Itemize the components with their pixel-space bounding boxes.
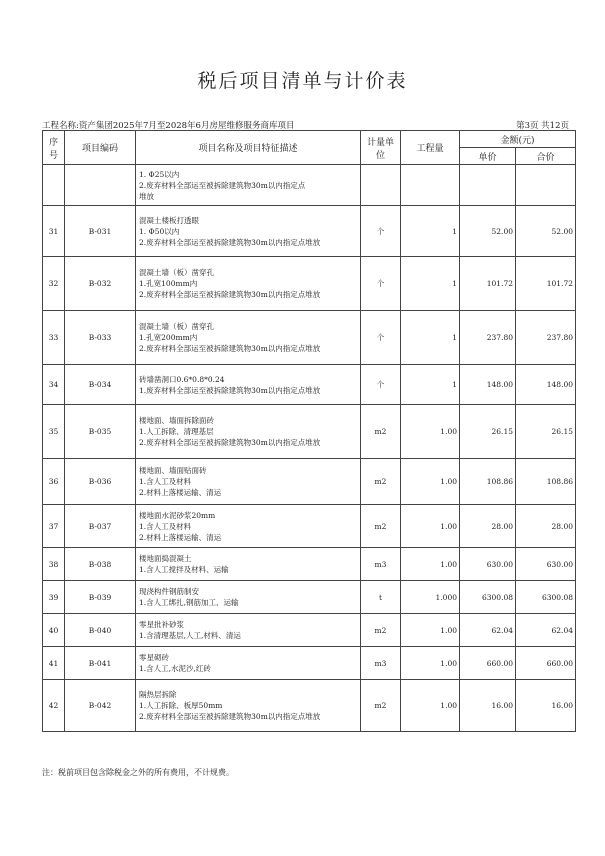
cell-unit: m2: [361, 405, 401, 459]
desc-line: 1.废弃材料全部运至被拆除建筑物30m以内指定点堆放: [139, 385, 321, 395]
cell-total: 26.15: [516, 405, 576, 459]
pricing-table: [42, 130, 576, 732]
cell-unit: 个: [361, 206, 401, 257]
cell-qty: [401, 165, 460, 206]
cell-code: B-032: [65, 257, 136, 311]
desc-line: 2.废弃材料全部运至被拆除建筑物30m以内指定点堆放: [139, 438, 321, 447]
cell-qty: 1.00: [401, 405, 460, 459]
cell-seq: 41: [43, 647, 65, 680]
cell-total: 16.00: [516, 680, 576, 732]
cell-total: 52.00: [516, 206, 576, 257]
cell-seq: 38: [43, 548, 65, 581]
cell-unit: m3: [361, 647, 401, 680]
desc-line: 1.含清理基层,人工,材料、清运: [139, 631, 241, 640]
cell-code: B-041: [65, 647, 136, 680]
table-row: [43, 365, 576, 405]
cell-code: B-031: [65, 206, 136, 257]
cell-total: 660.00: [516, 647, 576, 680]
cell-unit: 个: [361, 257, 401, 311]
header-qty: 工程量: [401, 131, 460, 165]
cell-seq: 39: [43, 581, 65, 614]
cell-price: 26.15: [460, 405, 516, 459]
cell-total: 148.00: [516, 365, 576, 405]
cell-code: B-036: [65, 459, 136, 505]
cell-price: 101.72: [460, 257, 516, 311]
cell-desc: [136, 581, 361, 614]
desc-line: 楼地面、墙面拆除面砖: [139, 416, 214, 425]
cell-code: B-038: [65, 548, 136, 581]
cell-total: 108.86: [516, 459, 576, 505]
cell-price: 660.00: [460, 647, 516, 680]
cell-price: 6300.08: [460, 581, 516, 614]
desc-line: 零星砌砖: [139, 653, 169, 662]
cell-seq: 31: [43, 206, 65, 257]
desc-line: 2.废弃材料全部运至被拆除建筑物30m以内指定点堆放: [139, 712, 321, 721]
table-row: [43, 459, 576, 505]
desc-line: 楼地面、墙面贴面砖: [139, 466, 207, 475]
cell-seq: [43, 165, 65, 206]
header-unit: 计量单位: [361, 131, 401, 165]
cell-desc: [136, 647, 361, 680]
cell-qty: 1.00: [401, 680, 460, 732]
desc-line: 1.含人工,水泥沙,红砖: [139, 664, 211, 673]
table-row: [43, 311, 576, 365]
cell-seq: 32: [43, 257, 65, 311]
desc-line: 隔热层拆除: [139, 690, 177, 699]
table-row: [43, 165, 576, 206]
desc-line: 1.含人工及材料: [139, 477, 192, 486]
cell-qty: 1: [401, 365, 460, 405]
table-row: [43, 581, 576, 614]
table-row: [43, 548, 576, 581]
table-row: [43, 680, 576, 732]
desc-line: 1.人工拆除、清理基层: [139, 427, 214, 436]
desc-line: 1. Φ50以内: [139, 226, 180, 236]
cell-code: [65, 165, 136, 206]
cell-desc: [136, 206, 361, 257]
page-title: 税后项目清单与计价表: [197, 70, 408, 92]
cell-code: B-034: [65, 365, 136, 405]
cell-unit: m2: [361, 505, 401, 548]
desc-line: 楼地面捣混凝土: [139, 554, 192, 563]
desc-line: 1.孔宽100mm内: [139, 279, 198, 288]
desc-line: 1. Φ25以内: [139, 169, 180, 179]
cell-desc: [136, 365, 361, 405]
desc-line: 2.材料上落楼运输、清运: [139, 488, 222, 497]
cell-seq: 37: [43, 505, 65, 548]
cell-code: B-033: [65, 311, 136, 365]
cell-unit: m3: [361, 548, 401, 581]
desc-line: 现浇构件钢筋制安: [139, 587, 199, 596]
cell-seq: 34: [43, 365, 65, 405]
cell-qty: 1.00: [401, 505, 460, 548]
cell-desc: [136, 311, 361, 365]
cell-qty: 1: [401, 257, 460, 311]
page-indicator: 第3页 共12页: [516, 121, 569, 131]
cell-qty: 1.00: [401, 548, 460, 581]
cell-desc: [136, 165, 361, 206]
cell-total: 101.72: [516, 257, 576, 311]
desc-line: 砖墙凿洞口0.6*0.8*0.24: [139, 374, 225, 384]
cell-price: [460, 165, 516, 206]
cell-code: B-039: [65, 581, 136, 614]
header-amount: 金额(元): [460, 131, 576, 148]
cell-unit: 个: [361, 311, 401, 365]
cell-code: B-035: [65, 405, 136, 459]
cell-qty: 1.000: [401, 581, 460, 614]
desc-line: 1.含人工绑扎,钢筋加工、运输: [139, 598, 239, 607]
project-name: 工程名称:资产集团2025年7月至2028年6月房屋维修服务商库项目: [42, 121, 295, 131]
desc-line: 2.材料上落楼运输、清运: [139, 532, 222, 542]
desc-line: 2.废弃材料全部运至被拆除建筑物30m以内指定点堆放: [139, 290, 321, 299]
header-code: 项目编码: [65, 131, 136, 165]
cell-desc: [136, 405, 361, 459]
cell-unit: m2: [361, 614, 401, 647]
cell-price: 52.00: [460, 206, 516, 257]
table-row: [43, 614, 576, 647]
desc-line: 混凝土墙（板）凿穿孔: [139, 322, 214, 331]
desc-line: 混凝土楼板打透眼: [139, 215, 199, 225]
table-row: [43, 505, 576, 548]
cell-desc: [136, 548, 361, 581]
cell-price: 16.00: [460, 680, 516, 732]
header-desc: 项目名称及项目特征描述: [136, 131, 361, 165]
desc-line: 零星批补砂浆: [139, 620, 184, 629]
cell-unit: m2: [361, 680, 401, 732]
desc-line: 2.废弃材料全部运至被拆除建筑物30m以内指定点: [139, 180, 306, 190]
cell-qty: 1.00: [401, 614, 460, 647]
cell-unit: m2: [361, 459, 401, 505]
cell-total: 630.00: [516, 548, 576, 581]
cell-qty: 1.00: [401, 647, 460, 680]
header-total: 合价: [516, 148, 576, 165]
cell-total: 6300.08: [516, 581, 576, 614]
cell-total: 28.00: [516, 505, 576, 548]
desc-line: 楼地面水泥砂浆20mm: [139, 510, 216, 520]
table-row: [43, 647, 576, 680]
cell-unit: [361, 165, 401, 206]
cell-seq: 33: [43, 311, 65, 365]
table-row: [43, 405, 576, 459]
desc-line: 2.废弃材料全部运至被拆除建筑物30m以内指定点堆放: [139, 237, 321, 247]
header-price: 单价: [460, 148, 516, 165]
cell-seq: 42: [43, 680, 65, 732]
cell-price: 62.04: [460, 614, 516, 647]
cell-desc: [136, 505, 361, 548]
cell-qty: 1: [401, 311, 460, 365]
cell-total: 237.80: [516, 311, 576, 365]
cell-desc: [136, 459, 361, 505]
cell-desc: [136, 257, 361, 311]
desc-line: 堆放: [139, 191, 154, 201]
cell-price: 630.00: [460, 548, 516, 581]
cell-code: B-037: [65, 505, 136, 548]
cell-total: [516, 165, 576, 206]
cell-code: B-042: [65, 680, 136, 732]
header-seq: 序号: [43, 131, 65, 165]
cell-desc: [136, 680, 361, 732]
cell-code: B-040: [65, 614, 136, 647]
desc-line: 2.废弃材料全部运至被拆除建筑物30m以内指定点堆放: [139, 344, 321, 353]
cell-price: 28.00: [460, 505, 516, 548]
cell-seq: 40: [43, 614, 65, 647]
desc-line: 1.人工拆除、板厚50mm: [139, 701, 223, 710]
cell-qty: 1: [401, 206, 460, 257]
table-row: [43, 257, 576, 311]
cell-price: 108.86: [460, 459, 516, 505]
cell-seq: 35: [43, 405, 65, 459]
cell-qty: 1.00: [401, 459, 460, 505]
table-row: [43, 206, 576, 257]
cell-price: 237.80: [460, 311, 516, 365]
footnote: 注：税前项目包含除税金之外的所有费用，不计规费。: [42, 768, 234, 777]
desc-line: 混凝土墙（板）凿穿孔: [139, 268, 214, 277]
cell-desc: [136, 614, 361, 647]
cell-total: 62.04: [516, 614, 576, 647]
desc-line: 1.孔宽200mm内: [139, 333, 198, 342]
cell-unit: t: [361, 581, 401, 614]
desc-line: 1.含人工及材料: [139, 521, 192, 531]
cell-seq: 36: [43, 459, 65, 505]
desc-line: 1.含人工搅拌及材料、运输: [139, 565, 229, 574]
cell-unit: 个: [361, 365, 401, 405]
cell-price: 148.00: [460, 365, 516, 405]
